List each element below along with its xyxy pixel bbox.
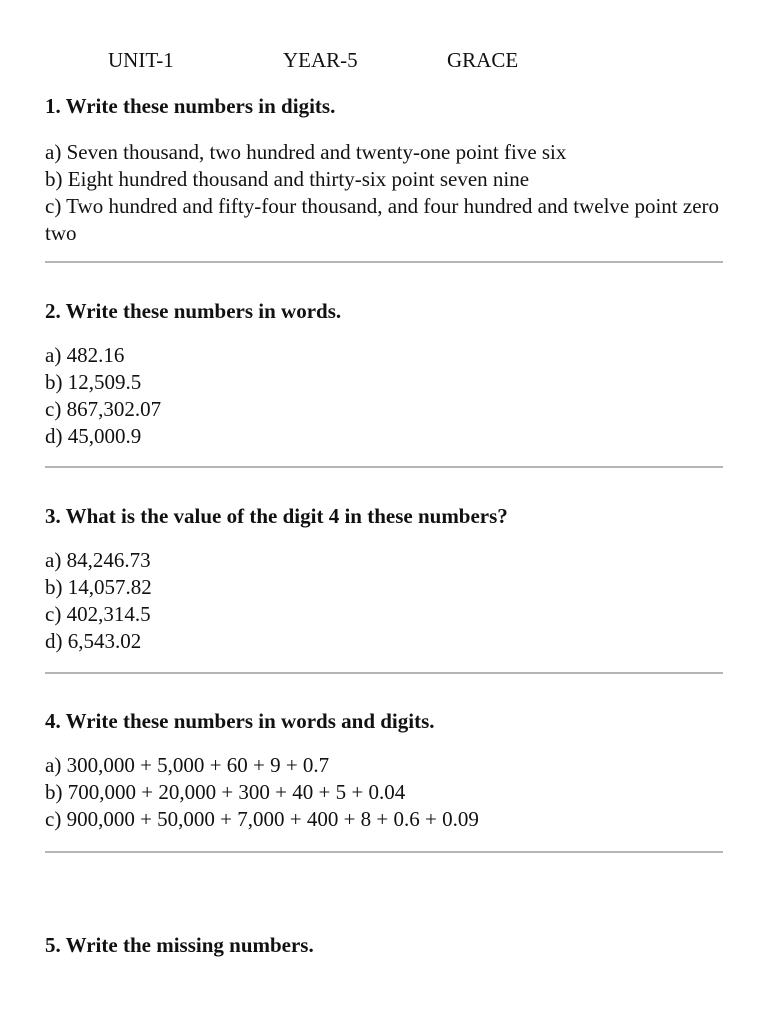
question-4-item-c: c) 900,000 + 50,000 + 7,000 + 400 + 8 + 0.6 + 0.09 bbox=[45, 807, 479, 831]
divider-1 bbox=[45, 261, 723, 263]
worksheet-header bbox=[0, 48, 768, 76]
question-1 bbox=[45, 93, 725, 247]
year-label: YEAR-5 bbox=[283, 48, 358, 72]
question-2-title: 2. Write these numbers in words. bbox=[45, 299, 342, 323]
question-5 bbox=[45, 932, 725, 958]
question-4-title: 4. Write these numbers in words and digits. bbox=[45, 709, 435, 733]
question-2-item-d: d) 45,000.9 bbox=[45, 424, 142, 448]
divider-3 bbox=[45, 672, 723, 674]
question-1-item-c: c) Two hundred and fifty-four thousand, and four hundred and twelve point zero two bbox=[45, 194, 720, 245]
divider-4 bbox=[45, 851, 723, 853]
question-3 bbox=[45, 503, 725, 655]
student-name: GRACE bbox=[447, 48, 519, 72]
question-2-items bbox=[45, 342, 725, 450]
question-3-item-b: b) 14,057.82 bbox=[45, 575, 152, 599]
question-2-item-c: c) 867,302.07 bbox=[45, 397, 162, 421]
question-1-item-b: b) Eight hundred thousand and thirty-six point seven nine bbox=[45, 167, 530, 191]
question-1-items bbox=[45, 139, 725, 247]
question-1-title: 1. Write these numbers in digits. bbox=[45, 94, 336, 118]
question-2 bbox=[45, 298, 725, 450]
question-2-item-a: a) 482.16 bbox=[45, 343, 125, 367]
question-4-item-a: a) 300,000 + 5,000 + 60 + 9 + 0.7 bbox=[45, 753, 330, 777]
question-4-items bbox=[45, 752, 725, 833]
unit-label: UNIT-1 bbox=[108, 48, 174, 72]
question-3-item-c: c) 402,314.5 bbox=[45, 602, 151, 626]
question-3-title: 3. What is the value of the digit 4 in these numbers? bbox=[45, 504, 508, 528]
question-3-item-a: a) 84,246.73 bbox=[45, 548, 151, 572]
question-2-item-b: b) 12,509.5 bbox=[45, 370, 142, 394]
question-3-item-d: d) 6,543.02 bbox=[45, 629, 142, 653]
question-4 bbox=[45, 708, 725, 833]
question-4-item-b: b) 700,000 + 20,000 + 300 + 40 + 5 + 0.04 bbox=[45, 780, 406, 804]
question-3-items bbox=[45, 547, 725, 655]
question-1-item-a: a) Seven thousand, two hundred and twenty-one point five six bbox=[45, 140, 567, 164]
divider-2 bbox=[45, 466, 723, 468]
question-5-title: 5. Write the missing numbers. bbox=[45, 933, 314, 957]
